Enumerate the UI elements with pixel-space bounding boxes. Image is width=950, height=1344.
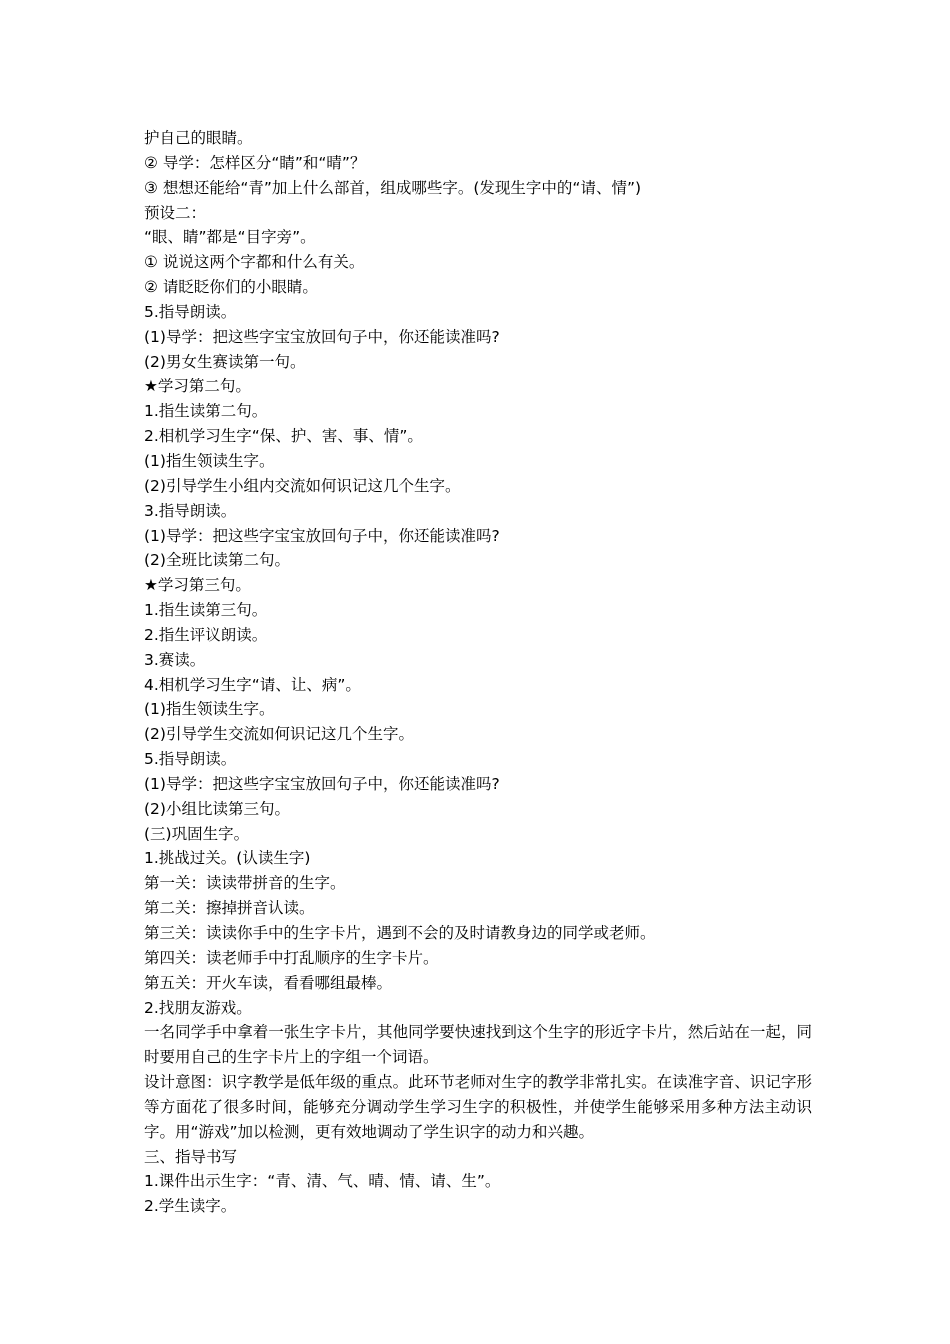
text-line: 第四关：读老师手中打乱顺序的生字卡片。 xyxy=(144,948,439,967)
text-line: (2)全班比读第二句。 xyxy=(144,551,290,570)
text-line: 2.找朋友游戏。 xyxy=(144,998,252,1017)
text-line: 4.相机学习生字“请、让、病”。 xyxy=(144,675,361,694)
text-line: (2)小组比读第三句。 xyxy=(144,799,290,818)
text-line: (2)引导学生交流如何识记这几个生字。 xyxy=(144,725,414,744)
text-line: 1.课件出示生字：“青、清、气、晴、情、请、生”。 xyxy=(144,1172,501,1191)
text-line: ① 说说这两个字都和什么有关。 xyxy=(144,253,365,272)
text-line: 2.指生评议朗读。 xyxy=(144,625,268,644)
text-line: (1)指生领读生字。 xyxy=(144,451,275,470)
game-description-paragraph: 一名同学手中拿着一张生字卡片，其他同学要快速找到这个生字的形近字卡片，然后站在一起，同时要用自己的生字卡片上的字组一个词语。 xyxy=(144,1023,812,1067)
text-line: ② 导学：怎样区分“睛”和“晴”？ xyxy=(144,153,366,172)
section-heading: (三)巩固生字。 xyxy=(144,824,250,843)
section-heading: ★学习第二句。 xyxy=(144,377,251,396)
text-line: 2.学生读字。 xyxy=(144,1197,237,1216)
text-line: 1.挑战过关。(认读生字) xyxy=(144,849,311,868)
text-line: (1)导学：把这些字宝宝放回句子中，你还能读准吗? xyxy=(144,774,500,793)
text-line: 3.赛读。 xyxy=(144,650,206,669)
text-line: (1)导学：把这些字宝宝放回句子中，你还能读准吗? xyxy=(144,327,500,346)
text-line: (1)导学：把这些字宝宝放回句子中，你还能读准吗? xyxy=(144,526,500,545)
text-line: 预设二： xyxy=(144,203,207,222)
text-line: ③ 想想还能给“青”加上什么部首，组成哪些字。(发现生字中的“请、情”) xyxy=(144,178,642,197)
text-line: “眼、睛”都是“目字旁”。 xyxy=(144,228,316,247)
text-line: 1.指生读第二句。 xyxy=(144,402,268,421)
text-line: 第五关：开火车读，看看哪组最棒。 xyxy=(144,973,393,992)
text-line: 1.指生读第三句。 xyxy=(144,601,268,620)
text-line: 5.指导朗读。 xyxy=(144,750,237,769)
text-line: 第二关：擦掉拼音认读。 xyxy=(144,899,315,918)
text-line: 2.相机学习生字“保、护、害、事、情”。 xyxy=(144,427,423,446)
section-heading: 三、指导书写 xyxy=(144,1147,238,1166)
design-intent-paragraph: 设计意图：识字教学是低年级的重点。此环节老师对生字的教学非常扎实。在读准字音、识记字形等方面花了很多时间，能够充分调动学生学习生字的积极性，并使学生能够采用多种方法主动识字。用“游戏”加以检测，更有效地调动了学生识字的动力和兴趣。 xyxy=(144,1073,812,1141)
text-line: (2)引导学生小组内交流如何识记这几个生字。 xyxy=(144,476,461,495)
text-line: (1)指生领读生字。 xyxy=(144,700,275,719)
text-line: 5.指导朗读。 xyxy=(144,302,237,321)
text-line: 第一关：读读带拼音的生字。 xyxy=(144,874,346,893)
section-heading: ★学习第三句。 xyxy=(144,576,251,595)
text-line: 第三关：读读你手中的生字卡片，遇到不会的及时请教身边的同学或老师。 xyxy=(144,924,656,942)
text-line: 3.指导朗读。 xyxy=(144,501,237,520)
text-line: (2)男女生赛读第一句。 xyxy=(144,352,306,371)
text-line: 护自己的眼睛。 xyxy=(144,129,253,147)
text-line: ② 请眨眨你们的小眼睛。 xyxy=(144,278,318,297)
document-body xyxy=(144,126,812,1219)
